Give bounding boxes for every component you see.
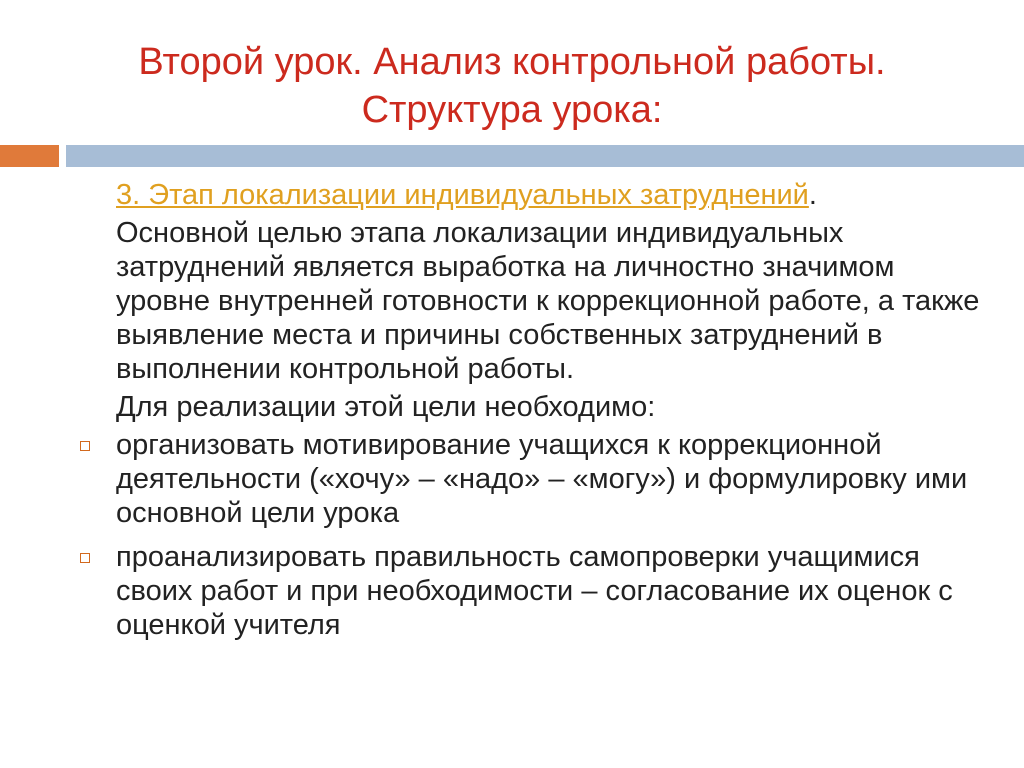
stage-heading-line <box>116 178 996 212</box>
list-item <box>116 428 996 530</box>
slide-title-line-1: Второй урок. Анализ контрольной работы. <box>138 41 886 83</box>
stage-heading: 3. Этап локализации индивидуальных затруднений <box>116 179 809 211</box>
bullet-text: проанализировать правильность самопроверки учащимися своих работ и при необходимости – согласование их оценок с оценкой учителя <box>116 541 953 641</box>
goal-paragraph: Основной целью этапа локализации индивидуальных затруднений является выработка на личностно значимом уровне внутренней готовности к коррекционной работе, а также выявление места и причины собственных затруднений в выполнении контрольной работы. <box>116 217 980 385</box>
accent-bar-orange <box>0 145 59 167</box>
square-bullet-icon <box>80 441 90 451</box>
slide-title-line-2: Структура урока: <box>361 89 663 131</box>
slide-title <box>0 38 1024 134</box>
slide-body <box>116 178 996 642</box>
bullet-text: организовать мотивирование учащихся к коррекционной деятельности («хочу» – «надо» – «могу») и формулировку ими основной цели урока <box>116 429 968 529</box>
square-bullet-icon <box>80 553 90 563</box>
stage-heading-suffix: . <box>808 179 817 211</box>
accent-bar-blue <box>66 145 1024 167</box>
list-item <box>116 540 996 642</box>
intro-text: Для реализации этой цели необходимо: <box>116 391 656 423</box>
